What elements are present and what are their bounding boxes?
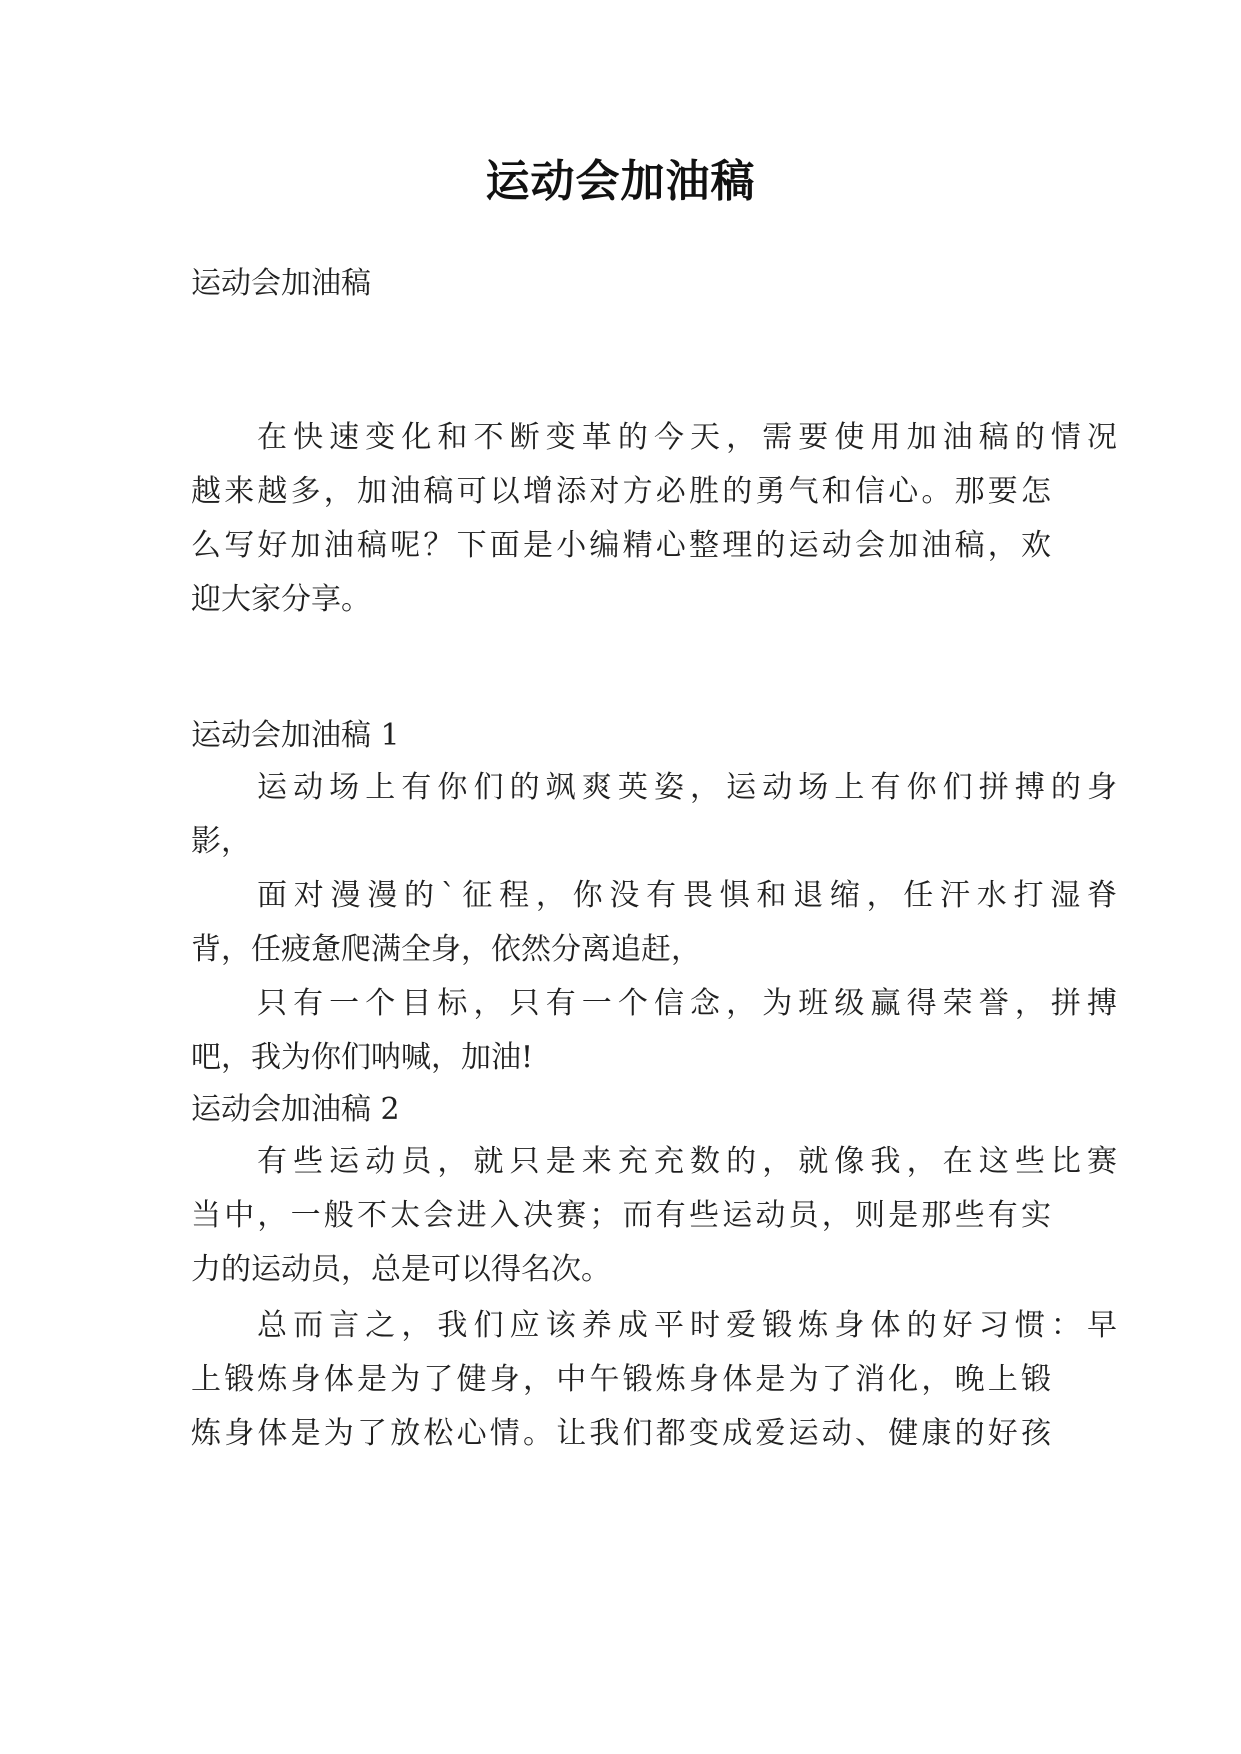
paragraph-line: 当中，一般不太会进入决赛；而有些运动员，则是那些有实 [191, 1198, 1051, 1233]
paragraph-line: 力的运动员，总是可以得名次。 [191, 1252, 611, 1287]
paragraph-line: 背，任疲惫爬满全身，依然分离追赶， [191, 932, 701, 967]
section-heading-2: 运动会加油稿 2 [191, 1092, 400, 1127]
paragraph-line: 总而言之，我们应该养成平时爱锻炼身体的好习惯：早 [257, 1308, 1117, 1343]
document-subtitle: 运动会加油稿 [191, 266, 371, 301]
paragraph-line: 面对漫漫的`征程，你没有畏惧和退缩，任汗水打湿脊 [257, 878, 1117, 913]
page-title: 运动会加油稿 [485, 156, 756, 207]
intro-line: 迎大家分享。 [191, 582, 371, 617]
intro-line: 越来越多，加油稿可以增添对方必胜的勇气和信心。那要怎 [191, 474, 1051, 509]
intro-line: 在快速变化和不断变革的今天，需要使用加油稿的情况 [257, 420, 1117, 455]
intro-line: 么写好加油稿呢？下面是小编精心整理的运动会加油稿，欢 [191, 528, 1051, 563]
paragraph-line: 影， [191, 824, 251, 859]
paragraph-line: 炼身体是为了放松心情。让我们都变成爱运动、健康的好孩 [191, 1416, 1051, 1451]
paragraph-line: 运动场上有你们的飒爽英姿，运动场上有你们拼搏的身 [257, 770, 1117, 805]
paragraph-line: 有些运动员，就只是来充充数的，就像我，在这些比赛 [257, 1144, 1117, 1179]
paragraph-line: 上锻炼身体是为了健身，中午锻炼身体是为了消化，晚上锻 [191, 1362, 1051, 1397]
paragraph-line: 只有一个目标，只有一个信念，为班级赢得荣誉，拼搏 [257, 986, 1117, 1021]
section-heading-1: 运动会加油稿 1 [191, 718, 400, 753]
paragraph-line: 吧，我为你们呐喊，加油! [191, 1040, 534, 1075]
